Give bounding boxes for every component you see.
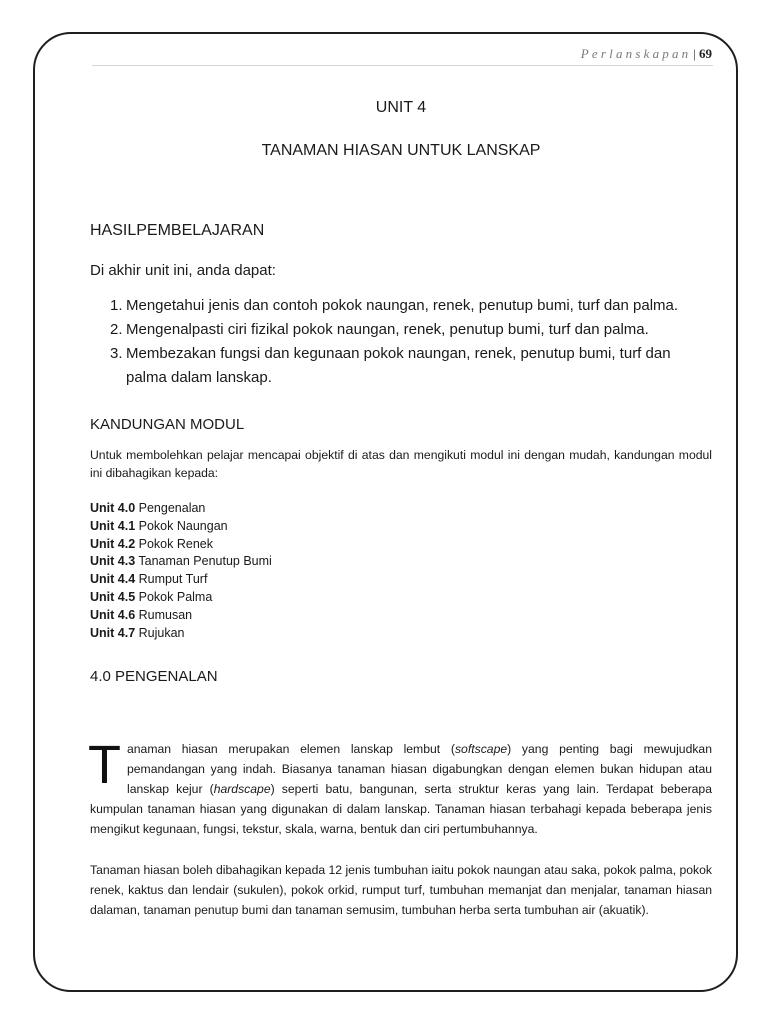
list-item: Unit 4.3 Tanaman Penutup Bumi: [90, 554, 272, 569]
outcomes-heading: HASILPEMBELAJARAN: [90, 222, 265, 239]
list-item: 2. Mengenalpasti ciri fizikal pokok naungan, renek, penutup bumi, turf dan palma.: [110, 321, 649, 338]
introduction-paragraph: Tanaman hiasan merupakan elemen lanskap lembut (softscape) yang penting bagi mewujudkan pemandangan yang indah. Biasanya tanaman hiasan digabungkan dengan elemen bukan hidupan atau lanskap kejur (hardscape) seperti batu, bangunan, serta struktur keras yang lain. Terdapat beberapa kumpulan tanaman hiasan yang digunakan di dalam lanskap. Tanaman hiasan terbahagi kepada beberapa jenis mengikut kegunaan, fungsi, tekstur, skala, warna, bentuk dan ciri pertumbuhannya.: [88, 735, 712, 836]
list-item: Unit 4.7 Rujukan: [90, 625, 185, 640]
unit-label: UNIT 4: [375, 99, 427, 116]
contents-heading: KANDUNGAN MODUL: [90, 416, 245, 433]
list-item: Unit 4.2 Pokok Renek: [90, 536, 213, 551]
page-title: TANAMAN HIASAN UNTUK LANSKAP: [261, 142, 541, 159]
introduction-heading: 4.0 PENGENALAN: [90, 668, 218, 685]
classification-paragraph: Tanaman hiasan boleh dibahagikan kepada 12 jenis tumbuhan iaitu pokok naungan atau saka, pokok palma, pokok renek, kaktus dan lendair (sukulen), pokok orkid, rumput turf, tumbuhan memanjat dan menjalar, tanaman hiasan dalaman, tanaman penutup bumi dan tanaman semusim, tumbuhan herba serta tumbuhan air (akuatik).: [90, 863, 713, 917]
list-item: Unit 4.6 Rumusan: [90, 607, 193, 622]
list-item: Unit 4.0 Pengenalan: [90, 501, 206, 515]
running-header: [581, 46, 712, 62]
list-item: Unit 4.1 Pokok Naungan: [90, 518, 228, 533]
list-item: 1. Mengetahui jenis dan contoh pokok naungan, renek, penutup bumi, turf dan palma.: [110, 297, 679, 314]
outcomes-list: [90, 294, 712, 390]
header-rule: [92, 65, 713, 66]
course-name: Perlanskapan: [580, 46, 692, 61]
unit-list: [90, 500, 272, 642]
list-item: Unit 4.4 Rumput Turf: [90, 572, 208, 587]
header-separator: |: [693, 46, 696, 61]
list-item: Unit 4.5 Pokok Palma: [90, 589, 213, 604]
page-number: 69: [699, 46, 712, 61]
contents-intro: Untuk membolehkan pelajar mencapai objektif di atas dan mengikuti modul ini dengan mudah, kandungan modul ini dibahagikan kepada:: [90, 448, 712, 480]
drop-cap: T: [88, 735, 121, 795]
outcomes-intro: Di akhir unit ini, anda dapat:: [90, 262, 276, 279]
list-item: 3. Membezakan fungsi dan kegunaan pokok naungan, renek, penutup bumi, turf dan palma dalam lanskap.: [110, 345, 671, 386]
